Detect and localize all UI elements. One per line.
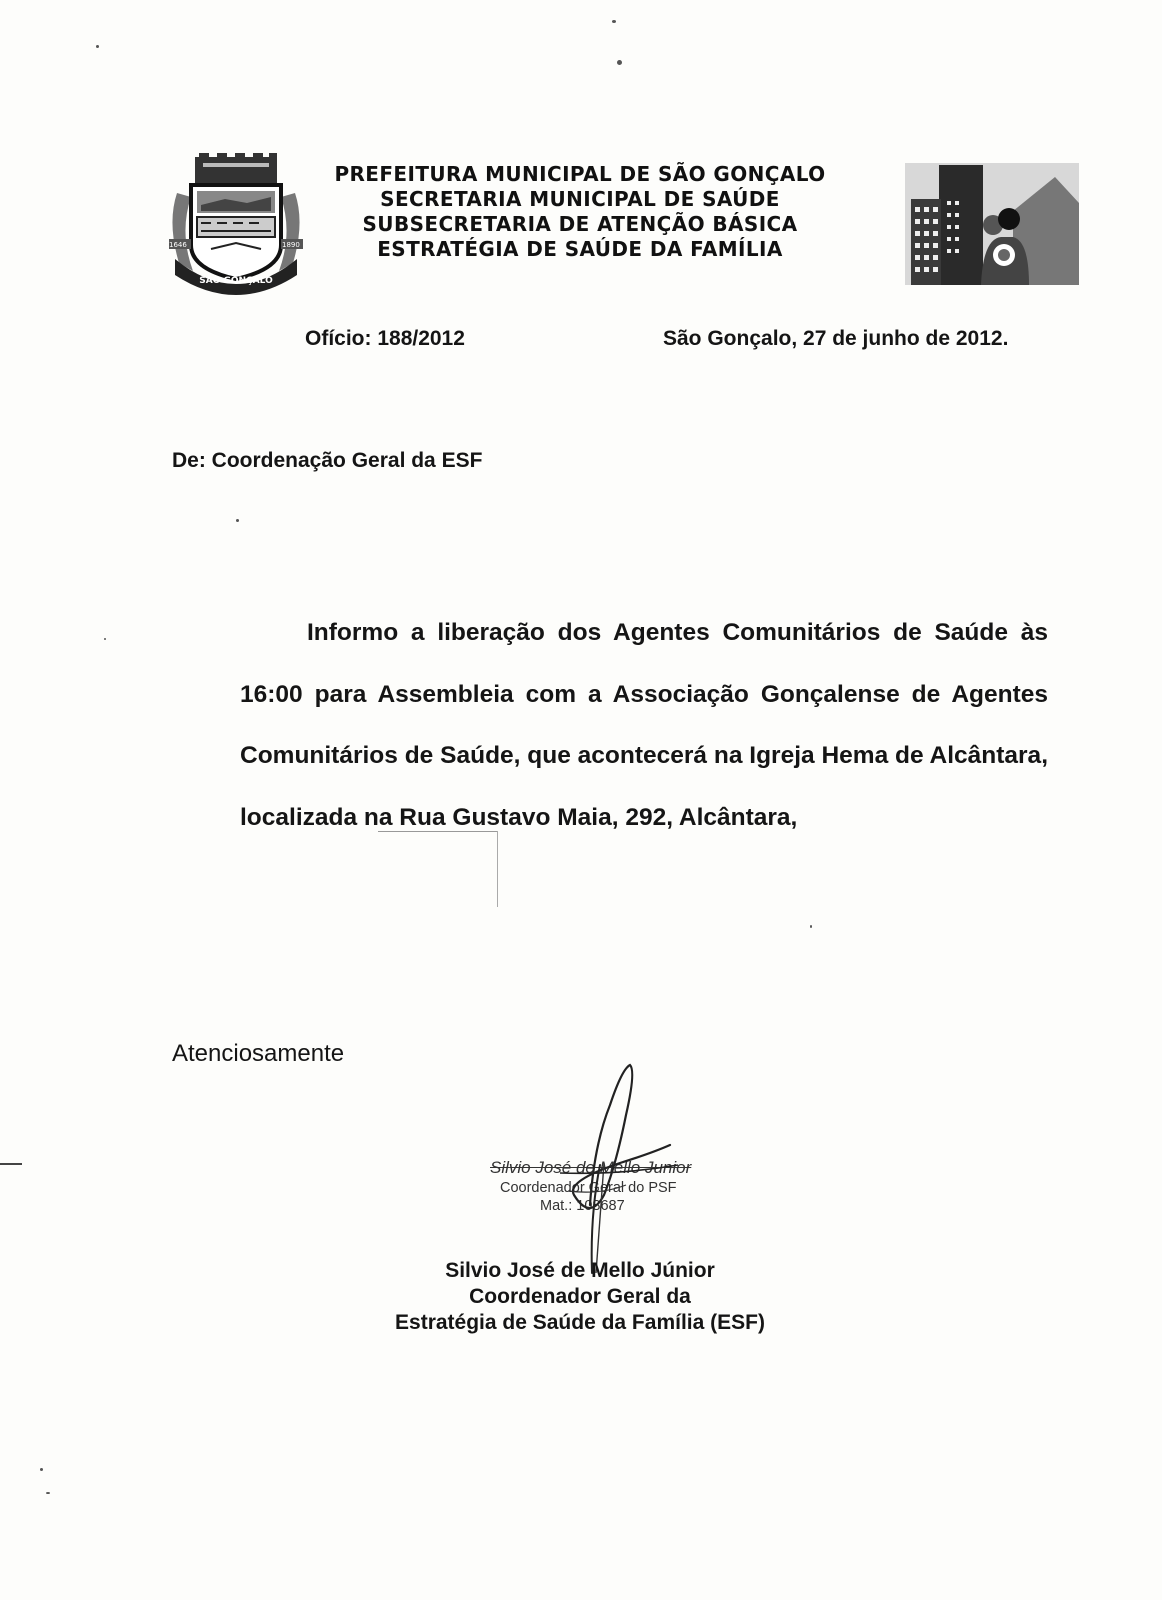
handwritten-signature [560,1045,690,1275]
header-line-subsecretaria: SUBSECRETARIA DE ATENÇÃO BÁSICA [362,212,798,236]
scan-speck [40,1468,43,1471]
scan-artifact-line [497,831,498,907]
closing-salutation: Atenciosamente [172,1040,345,1067]
sender-line: De: Coordenação Geral da ESF [172,449,483,472]
signatory-name: Silvio José de Mello Júnior [445,1259,715,1282]
letter-date: São Gonçalo, 27 de junho de 2012. [663,327,1009,350]
municipal-crest-icon [165,153,307,299]
scan-speck [46,1492,50,1494]
crest-year-right: 1890 [282,241,300,249]
scan-artifact-line [378,831,498,832]
signatory-block [370,1258,790,1336]
letterhead-title [300,162,860,262]
signatory-title-line1: Coordenador Geral da [469,1285,691,1308]
scan-edge-mark [0,1163,22,1165]
family-health-buildings-icon [905,163,1079,285]
crest-year-left: 1646 [169,241,187,249]
signatory-title-line2: Estratégia de Saúde da Família (ESF) [395,1311,765,1334]
scan-speck [612,20,616,23]
scan-speck [236,519,239,522]
stamp-registration: Mat.: 108687 [540,1198,625,1214]
header-line-prefeitura: PREFEITURA MUNICIPAL DE SÃO GONÇALO [334,162,826,186]
oficio-number: Ofício: 188/2012 [305,327,465,350]
scan-speck [810,925,812,928]
header-line-secretaria: SECRETARIA MUNICIPAL DE SAÚDE [380,187,780,211]
scan-speck [96,45,99,48]
header-line-estrategia: ESTRATÉGIA DE SAÚDE DA FAMÍLIA [377,237,783,261]
scan-speck [617,60,622,65]
letter-body: Informo a liberação dos Agentes Comunitários de Saúde às 16:00 para Assembleia com a Associação Gonçalense de Agentes Comunitários de Saúde, que acontecerá na Igreja Hema de Alcântara, localizada na Rua Gustavo Maia, 292, Alcântara, [240,619,1048,831]
stamp-role: Coordenador Geral do PSF [500,1180,677,1196]
scan-speck [104,638,106,640]
crest-ribbon-text: SÃO GONÇALO [199,276,273,286]
stamp-name: Silvio José de Mello Junior [490,1158,692,1177]
